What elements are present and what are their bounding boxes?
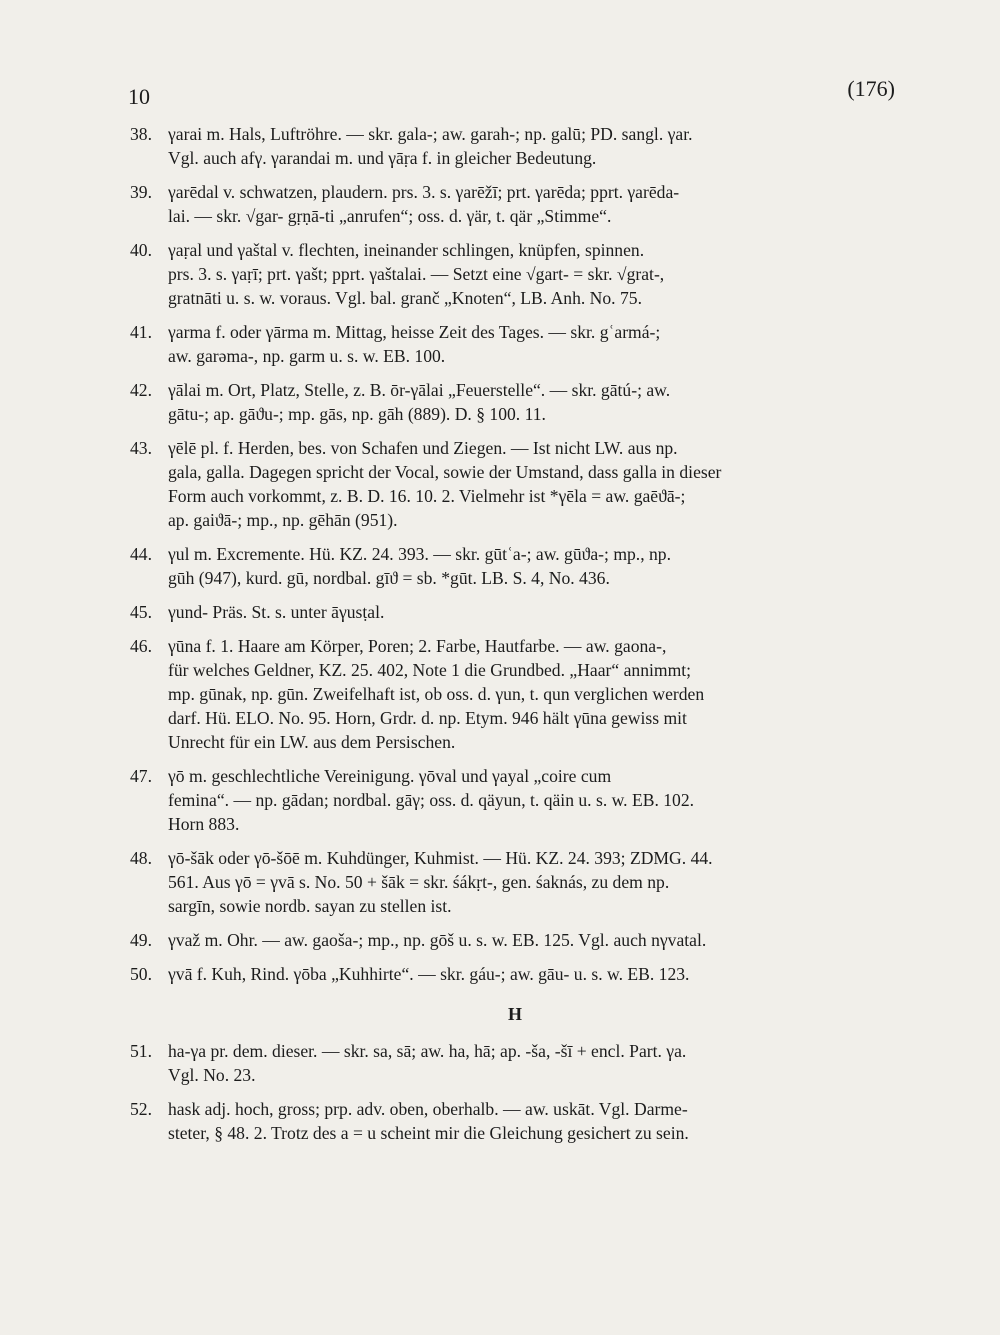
entry-text-line: Unrecht für ein LW. aus dem Persischen. bbox=[168, 732, 456, 752]
entry-text-line: γarma f. oder γārma m. Mittag, heisse Zeit des Tages. — skr. gʿarmá-; bbox=[168, 322, 661, 342]
entry-text-line: γul m. Excremente. Hü. KZ. 24. 393. — skr. gūtʿa-; aw. gūϑa-; mp., np. bbox=[168, 544, 671, 564]
entry-number: 50. bbox=[130, 964, 152, 984]
entry-text-line: γvā f. Kuh, Rind. γōba „Kuhhirte“. — skr. gáu-; aw. gāu- u. s. w. EB. 123. bbox=[168, 964, 690, 984]
dictionary-entry bbox=[130, 378, 900, 426]
entry-text-line: γālai m. Ort, Platz, Stelle, z. B. ōr-γālai „Feuerstelle“. — skr. gātú-; aw. bbox=[168, 380, 671, 400]
entry-number: 40. bbox=[130, 240, 152, 260]
dictionary-entry bbox=[130, 962, 900, 986]
entry-number: 52. bbox=[130, 1099, 152, 1119]
dictionary-entry bbox=[130, 542, 900, 590]
entry-text-line: γūna f. 1. Haare am Körper, Poren; 2. Farbe, Hautfarbe. — aw. gaona-, bbox=[168, 636, 667, 656]
dictionary-entry bbox=[130, 764, 900, 836]
dictionary-entry bbox=[130, 238, 900, 310]
entry-text-line: darf. Hü. ELO. No. 95. Horn, Grdr. d. np. Etym. 946 hält γūna gewiss mit bbox=[168, 708, 687, 728]
entry-text-line: Vgl. auch afγ. γarandai m. und γāṛa f. in gleicher Bedeutung. bbox=[168, 148, 597, 168]
entry-text-line: γarēdal v. schwatzen, plaudern. prs. 3. s. γarēžī; prt. γarēda; pprt. γarēda- bbox=[168, 182, 680, 202]
entry-number: 49. bbox=[130, 930, 152, 950]
dictionary-entry bbox=[130, 320, 900, 368]
entry-text-line: femina“. — np. gādan; nordbal. gāγ; oss. d. qäyun, t. qäin u. s. w. EB. 102. bbox=[168, 790, 695, 810]
entry-number: 39. bbox=[130, 182, 152, 202]
entry-text-line: γarai m. Hals, Luftröhre. — skr. gala-; aw. garah-; np. galū; PD. sangl. γar. bbox=[168, 124, 693, 144]
entry-text-line: prs. 3. s. γaṛī; prt. γašt; pprt. γaštalai. — Setzt eine √gart- = skr. √grat-, bbox=[168, 264, 665, 284]
entry-text-line: lai. — skr. √gar- gṛṇā-ti „anrufen“; oss. d. γär, t. qär „Stimme“. bbox=[168, 206, 612, 226]
entry-text-line: gātu-; ap. gāϑu-; mp. gās, np. gāh (889). D. § 100. 11. bbox=[168, 404, 546, 424]
dictionary-entry bbox=[130, 600, 900, 624]
entry-number: 45. bbox=[130, 602, 152, 622]
entry-text-line: Form auch vorkommt, z. B. D. 16. 10. 2. Vielmehr ist *γēla = aw. gaēϑā-; bbox=[168, 486, 686, 506]
entry-text-line: γēlē pl. f. Herden, bes. von Schafen und Ziegen. — Ist nicht LW. aus np. bbox=[168, 438, 678, 458]
entry-text-line: gratnāti u. s. w. voraus. Vgl. bal. granč „Knoten“, LB. Anh. No. 75. bbox=[168, 288, 642, 308]
entry-text-line: γund- Präs. St. s. unter āγusṭal. bbox=[168, 602, 385, 622]
page-number-left: 10 bbox=[128, 84, 150, 109]
entry-text-line: aw. garəma-, np. garm u. s. w. EB. 100. bbox=[168, 346, 446, 366]
entry-text-line: gūh (947), kurd. gū, nordbal. gīϑ = sb. *gūt. LB. S. 4, No. 436. bbox=[168, 568, 610, 588]
dictionary-entry bbox=[130, 1097, 900, 1145]
entry-text-line: Vgl. No. 23. bbox=[168, 1065, 256, 1085]
entry-text-line: hask adj. hoch, gross; prp. adv. oben, oberhalb. — aw. uskāt. Vgl. Darme- bbox=[168, 1099, 688, 1119]
dictionary-entry bbox=[130, 180, 900, 228]
dictionary-entry bbox=[130, 1039, 900, 1087]
entry-text-line: γō m. geschlechtliche Vereinigung. γōval und γayal „coire cum bbox=[168, 766, 612, 786]
entry-text-line: mp. gūnak, np. gūn. Zweifelhaft ist, ob oss. d. γun, t. qun verglichen werden bbox=[168, 684, 705, 704]
entry-number: 44. bbox=[130, 544, 152, 564]
entry-number: 42. bbox=[130, 380, 152, 400]
page-number-right: (176) bbox=[847, 76, 895, 101]
entry-number: 51. bbox=[130, 1041, 152, 1061]
entry-number: 41. bbox=[130, 322, 152, 342]
dictionary-entries bbox=[130, 122, 900, 1155]
entry-text-line: γvaž m. Ohr. — aw. gaoša-; mp., np. gōš u. s. w. EB. 125. Vgl. auch nγvatal. bbox=[168, 930, 707, 950]
entry-text-line: ap. gaiϑā-; mp., np. gēhān (951). bbox=[168, 510, 398, 530]
entry-text-line: sargīn, sowie nordb. sayan zu stellen ist. bbox=[168, 896, 452, 916]
entry-text-line: 561. Aus γō = γvā s. No. 50 + šāk = skr. śákṛt-, gen. śaknás, zu dem np. bbox=[168, 872, 670, 892]
entry-number: 46. bbox=[130, 636, 152, 656]
entry-text-line: für welches Geldner, KZ. 25. 402, Note 1 die Grundbed. „Haar“ annimmt; bbox=[168, 660, 692, 680]
dictionary-entry bbox=[130, 928, 900, 952]
entry-number: 43. bbox=[130, 438, 152, 458]
entry-text-line: γaṛal und γaštal v. flechten, ineinander schlingen, knüpfen, spinnen. bbox=[168, 240, 645, 260]
entry-text-line: γō-šāk oder γō-šōē m. Kuhdünger, Kuhmist. — Hü. KZ. 24. 393; ZDMG. 44. bbox=[168, 848, 713, 868]
entry-text-line: steter, § 48. 2. Trotz des a = u scheint mir die Gleichung gesichert zu sein. bbox=[168, 1123, 689, 1143]
dictionary-entry bbox=[130, 846, 900, 918]
entry-text-line: Horn 883. bbox=[168, 814, 240, 834]
entry-number: 38. bbox=[130, 124, 152, 144]
entry-text-line: gala, galla. Dagegen spricht der Vocal, sowie der Umstand, dass galla in dieser bbox=[168, 462, 722, 482]
entry-text-line: ha-γa pr. dem. dieser. — skr. sa, sā; aw. ha, hā; ap. -ša, -šī + encl. Part. γa. bbox=[168, 1041, 687, 1061]
entry-number: 48. bbox=[130, 848, 152, 868]
section-heading: H bbox=[507, 1004, 522, 1024]
dictionary-entry bbox=[130, 634, 900, 754]
dictionary-entry bbox=[130, 122, 900, 170]
entry-number: 47. bbox=[130, 766, 152, 786]
dictionary-entry bbox=[130, 436, 900, 532]
